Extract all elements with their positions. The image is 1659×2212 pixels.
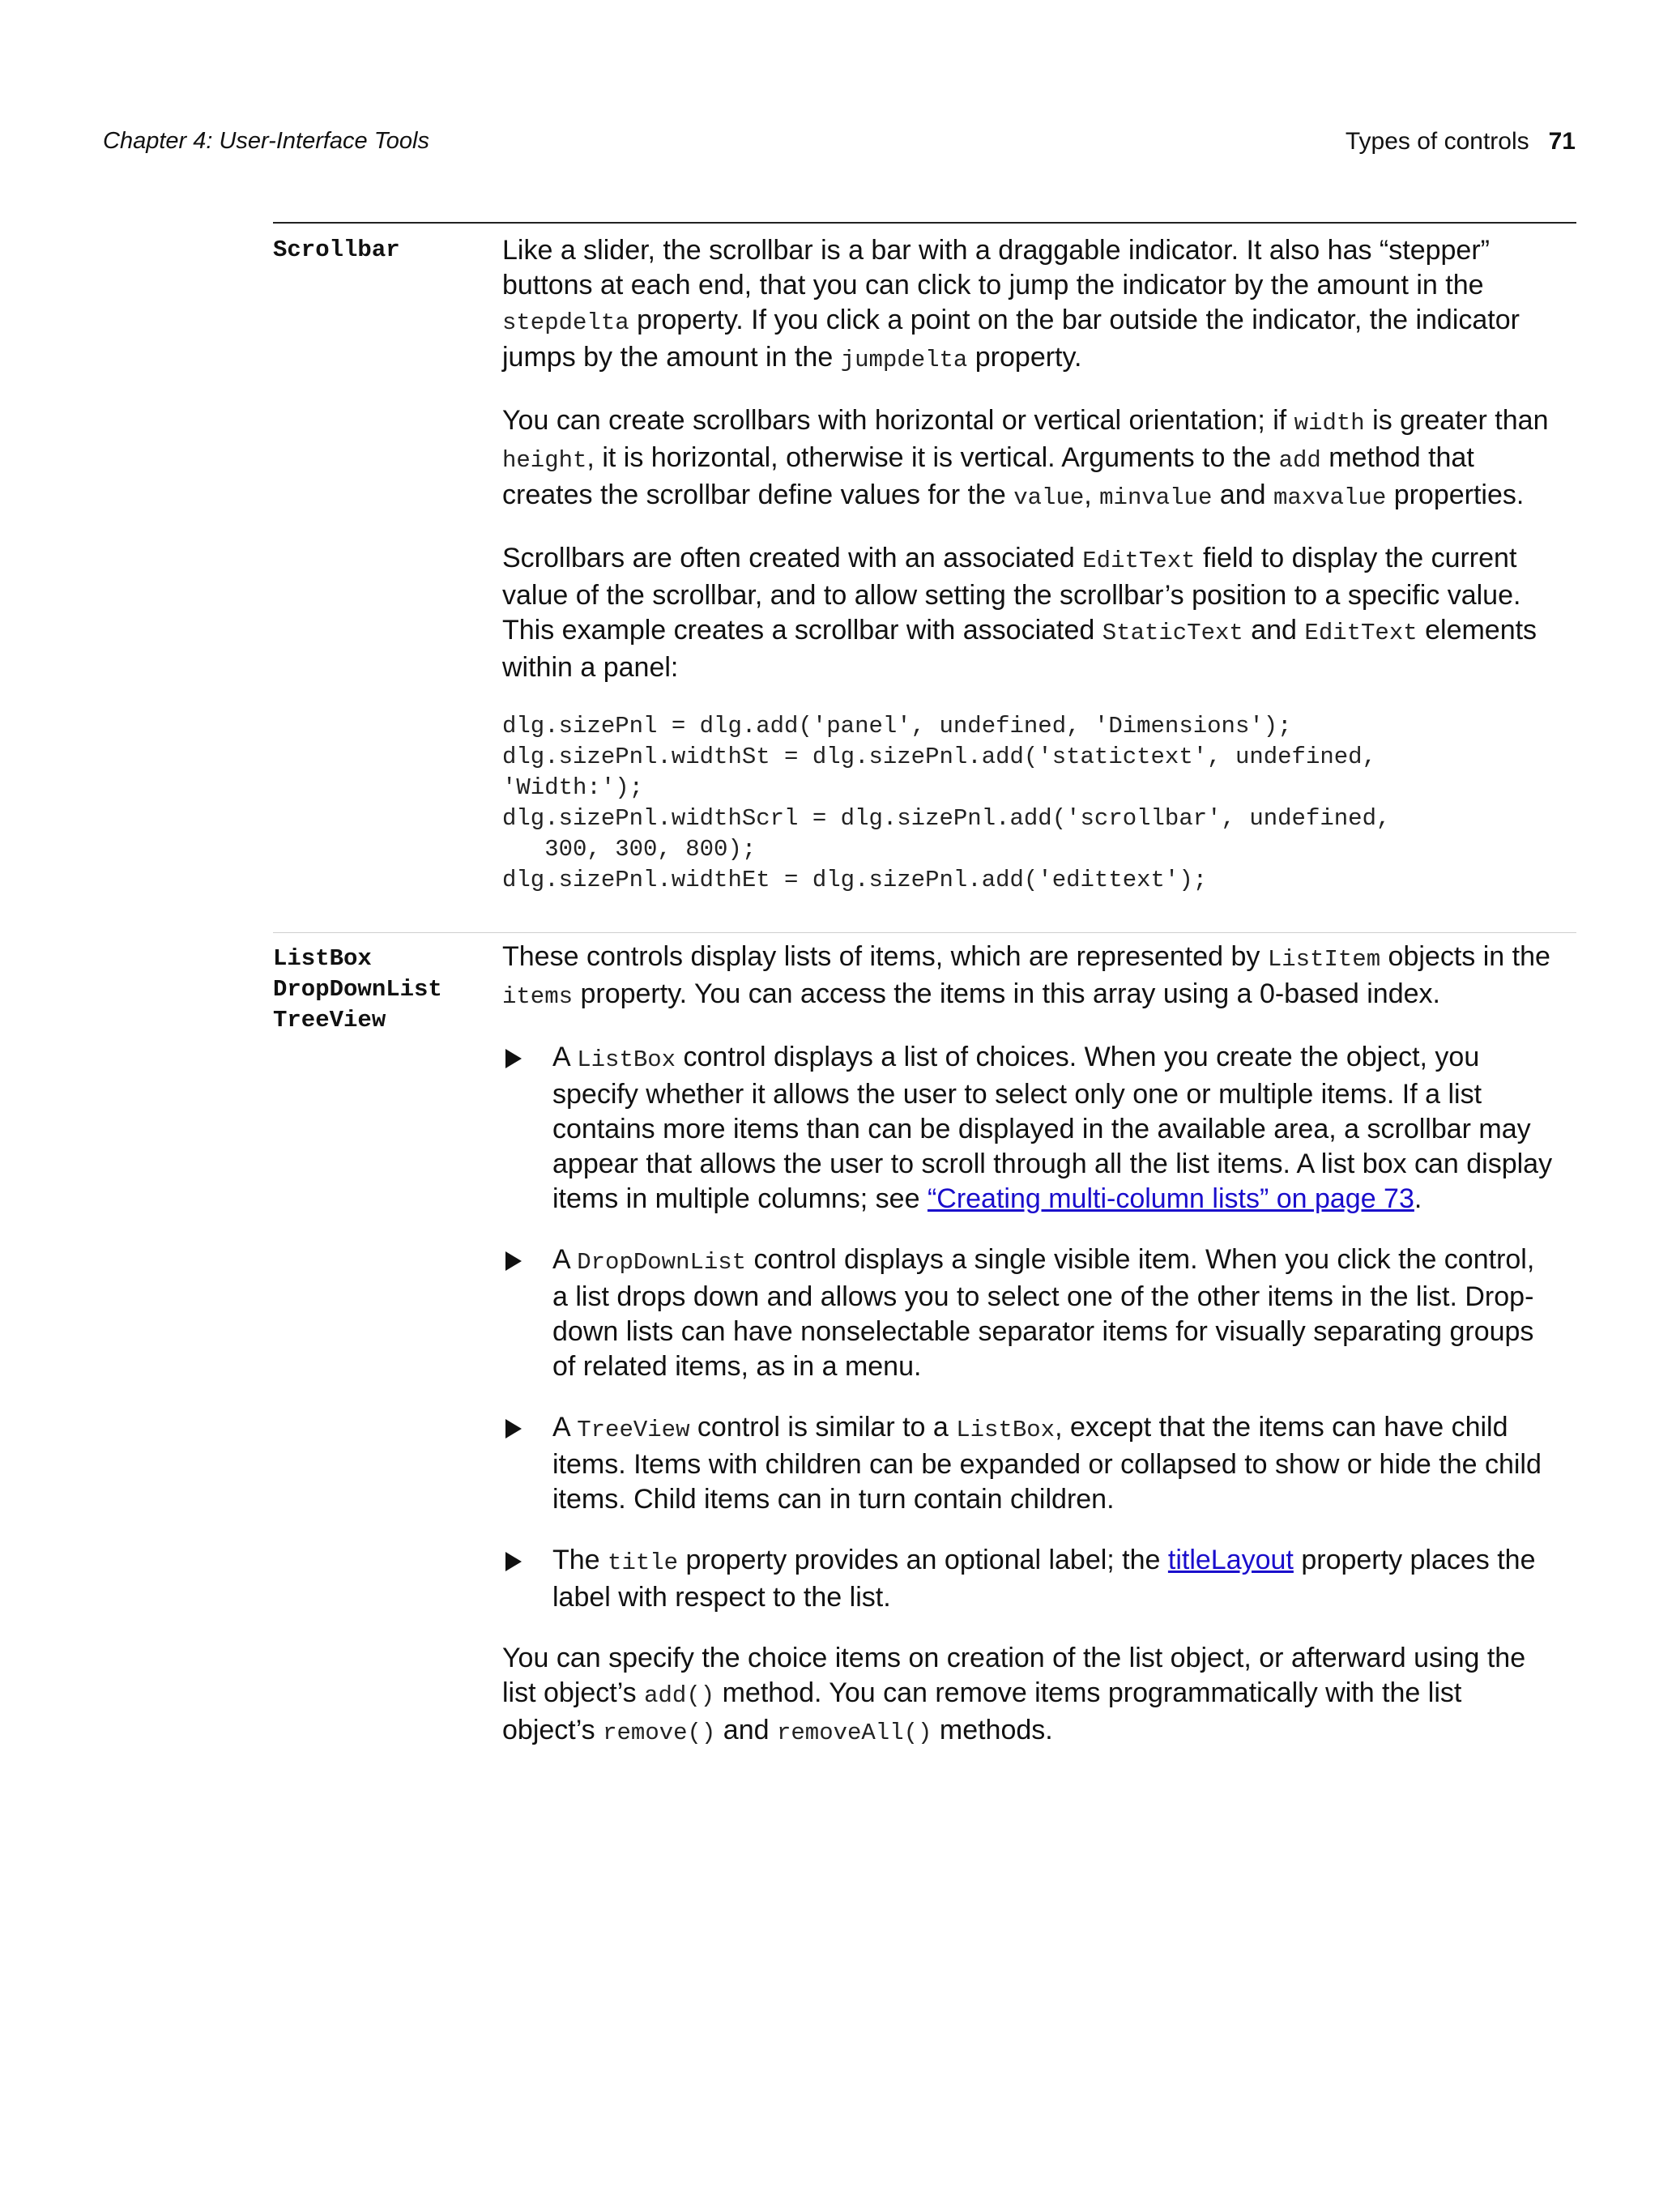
inline-code: ListBox: [956, 1417, 1056, 1443]
text-run: These controls display lists of items, which are represented by: [502, 941, 1268, 972]
inline-code: EditText: [1304, 620, 1418, 646]
paragraph: [502, 541, 1555, 685]
inline-code: maxvalue: [1273, 484, 1387, 511]
terms-list-controls: [273, 944, 442, 1036]
inline-code: EditText: [1082, 548, 1196, 574]
bullet-item: [502, 1040, 1555, 1217]
bullet-triangle-icon: [505, 1419, 522, 1438]
inline-code: width: [1294, 410, 1365, 437]
text-run: control is similar to a: [689, 1412, 957, 1443]
text-run: property. You can access the items in this array using a 0-based index.: [573, 978, 1440, 1009]
text-run: and: [1243, 615, 1305, 646]
running-header-right: [1346, 128, 1576, 156]
bullet-item: [502, 1242, 1555, 1384]
bullet-triangle-icon: [505, 1251, 522, 1271]
text-run: You can specify the choice items on creation of the list object, or afterward using the list object’s: [502, 1643, 1526, 1708]
term-listbox: ListBox: [273, 945, 372, 972]
text-run: .: [1414, 1183, 1422, 1214]
inline-code: StaticText: [1102, 620, 1243, 646]
inline-code: value: [1013, 484, 1085, 511]
text-run: and: [715, 1715, 777, 1745]
code-example: dlg.sizePnl = dlg.add('panel', undefined, 'Dimensions'); dlg.sizePnl.widthSt = dlg.sizePnl.add('statictext', undefined, 'Width:'); dlg.sizePnl.widthScrl = dlg.sizePnl.add('scrollbar', undefined, 300, 300, 800); dlg.sizePnl.widthEt = dlg.sizePnl.add('edittext');: [502, 713, 1391, 893]
text-run: A: [552, 1042, 578, 1072]
inline-code: DropDownList: [577, 1249, 747, 1276]
inline-code: jumpdelta: [840, 347, 968, 373]
inline-code: ListItem: [1267, 946, 1381, 973]
inline-code: stepdelta: [502, 309, 629, 336]
row-divider: [273, 932, 1576, 933]
bullet-triangle-icon: [505, 1049, 522, 1068]
bullet-triangle-icon: [505, 1552, 522, 1571]
text-run: objects in the: [1380, 941, 1550, 972]
term-treeview: TreeView: [273, 1007, 386, 1034]
text-run: control displays a list of choices. When you create the object, you specify whether it allows the user to select only one or multiple items. If a list contains more items than can be displayed in the available area, a scrollbar may appear that allows the user to scroll through all the list items. A list box can display items in multiple columns; see: [552, 1042, 1553, 1214]
list-controls-description: [502, 940, 1555, 1776]
bullet-item: [502, 1410, 1555, 1517]
text-run: , except that the items can have child items. Items with children can be expanded or collapsed to show or hide the child items. Child items can in turn contain children.: [552, 1412, 1542, 1515]
text-run: ,: [1084, 479, 1100, 510]
inline-code: title: [608, 1549, 679, 1576]
text-run: method. You can remove items programmatically with the list object’s: [502, 1677, 1462, 1745]
text-run: , it is horizontal, otherwise it is vertical. Arguments to the: [586, 442, 1279, 473]
inline-code: items: [502, 983, 574, 1010]
text-run: The: [552, 1545, 608, 1575]
text-run: control displays a single visible item. When you click the control, a list drops down and allows you to select one of the other items in the list. Drop-down lists can have nonselectable separator items for visually separating groups of related items, as in a menu.: [552, 1244, 1535, 1382]
inline-code: height: [502, 447, 587, 474]
text-run: is greater than: [1364, 405, 1549, 436]
text-run: and: [1212, 479, 1274, 510]
text-run: method that creates the scrollbar define values for the: [502, 442, 1474, 510]
running-header-chapter: Chapter 4: User-Interface Tools: [103, 128, 429, 154]
text-run: property.: [967, 342, 1082, 373]
text-run: A: [552, 1244, 578, 1275]
running-header-section: Types of controls: [1345, 128, 1529, 155]
term-dropdownlist: DropDownList: [273, 976, 442, 1003]
inline-code: removeAll(): [776, 1720, 932, 1746]
titlelayout-link[interactable]: titleLayout: [1167, 1545, 1294, 1575]
text-run: Like a slider, the scrollbar is a bar with a draggable indicator. It also has “stepper” buttons at each end, that you can click to jump the indicator by the amount in the: [502, 235, 1490, 300]
text-run: field to display the current value of the scrollbar, and to allow setting the scrollbar’s position to a specific value. This example creates a scrollbar with associated: [502, 543, 1521, 646]
term-scrollbar: Scrollbar: [273, 237, 400, 263]
table-top-rule: [273, 222, 1576, 224]
text-run: properties.: [1386, 479, 1525, 510]
text-run: Scrollbars are often created with an associated: [502, 543, 1083, 573]
inline-code: minvalue: [1099, 484, 1213, 511]
page-number: 71: [1548, 128, 1576, 155]
text-run: property. If you click a point on the bar outside the indicator, the indicator jumps by the amount in the: [502, 305, 1520, 373]
cross-reference-link[interactable]: “Creating multi-column lists” on page 73: [927, 1183, 1414, 1214]
text-run: elements within a panel:: [502, 615, 1537, 683]
bullet-item: [502, 1543, 1555, 1615]
text-run: A: [552, 1412, 578, 1443]
paragraph: [502, 233, 1555, 377]
inline-code: remove(): [603, 1720, 716, 1746]
inline-code: TreeView: [577, 1417, 690, 1443]
scrollbar-description: [502, 233, 1555, 896]
inline-code: add(): [644, 1682, 715, 1709]
text-run: methods.: [932, 1715, 1053, 1745]
text-run: You can create scrollbars with horizontal or vertical orientation; if: [502, 405, 1294, 436]
paragraph: [502, 940, 1555, 1014]
inline-code: ListBox: [577, 1046, 676, 1073]
paragraph: [502, 403, 1555, 515]
inline-code: add: [1278, 447, 1321, 474]
text-run: property places the label with respect to the list.: [552, 1545, 1536, 1613]
paragraph: [502, 1641, 1555, 1750]
text-run: property provides an optional label; the: [678, 1545, 1168, 1575]
